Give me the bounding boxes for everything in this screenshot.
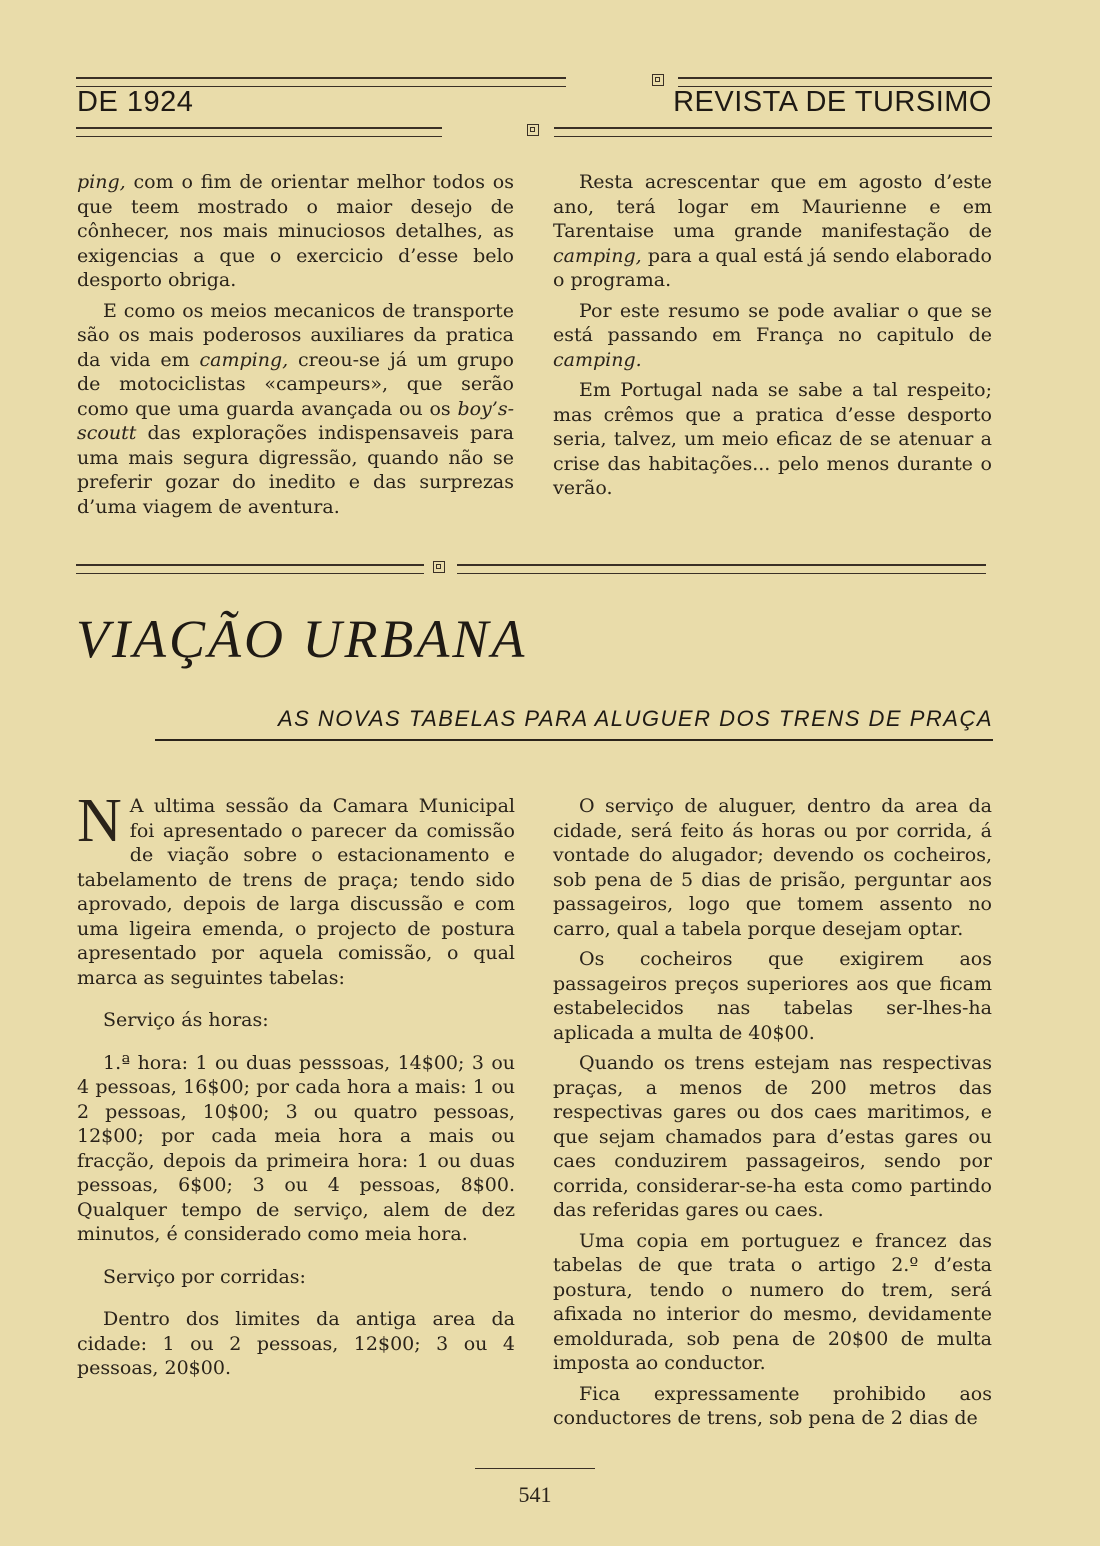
article-right-column: [553, 794, 992, 1431]
paragraph: Fica expressamente prohibido aos conductores de trens, sob pena de 2 dias de: [553, 1382, 992, 1429]
paragraph: [77, 787, 515, 990]
italic-word: ping,: [77, 171, 126, 193]
paragraph-text: das explorações indispensaveis para uma mais segura digressão, quando não se preferir gozar do inedito e das surprezas d’uma viagem de aventura.: [77, 422, 514, 518]
paragraph: [553, 170, 992, 293]
subtitle-underline: [155, 739, 993, 741]
article-title: VIAÇÃO URBANA: [76, 609, 528, 669]
top-left-column: [77, 170, 514, 519]
lead-caps: A: [129, 795, 144, 817]
paragraph: [553, 299, 992, 373]
paragraph: Uma copia em portuguez e francez das tabelas de que trata o artigo 2.º d’esta postura, tendo o numero do trem, será afixada no interior do mesmo, devidamente emoldurada, sob pena de 20$00 de multa imposta ao conductor.: [553, 1229, 992, 1374]
paragraph: Quando os trens estejam nas respectivas praças, a menos de 200 metros das respectivas gares ou dos caes maritimos, e que sejam chamados para d’estas gares ou caes conduzirem passageiros, sendo por corrida, considerar-se-ha esta como partindo das referidas gares ou caes.: [553, 1052, 992, 1221]
italic-word: camping,: [553, 244, 642, 267]
paragraph: O serviço de aluguer, dentro da area da cidade, será feito ás horas ou por corrida, á vontade do alugador; devendo os cocheiros, sob pena de 5 dias de prisão, perguntar aos passageiros, logo que tomem assento no carro, qual a tabela porque desejam optar.: [553, 795, 992, 940]
paragraph-text: E como os meios mecanicos de transporte são os mais poderosos auxiliares da pratica da vida em: [77, 299, 514, 371]
paragraph: Dentro dos limites da antiga area da cidade: 1 ou 2 pessoas, 12$00; 3 ou 4 pessoas, 20$00.: [77, 1308, 515, 1379]
section-divider: [76, 561, 986, 577]
ornament-icon: [652, 74, 664, 86]
paragraph-text: ultima sessão da Camara Municipal foi apresentado o parecer da comissão de viação sobre o estacionamento e tabelamento de trens de praça; tendo sido aprovado, depois de larga discussão e com uma ligeira emenda, o projecto de postura apresentado por aquela comissão, o qual marca as seguintes tabelas:: [77, 795, 515, 989]
italic-word: camping,: [199, 348, 289, 371]
section-heading: Serviço por corridas:: [103, 1265, 306, 1288]
section-heading: Serviço ás horas:: [103, 1009, 269, 1031]
italic-word: camping.: [553, 348, 642, 371]
ornament-icon: [433, 561, 445, 573]
article-subtitle: AS NOVAS TABELAS PARA ALUGUER DOS TRENS DE PRAÇA: [277, 706, 993, 731]
header-date: DE 1924: [77, 86, 194, 118]
paragraph: Os cocheiros que exigirem aos passageiros preços superiores aos que ficam estabelecidos nas tabelas ser-lhes-ha aplicada a multa de 40$00.: [553, 948, 992, 1044]
header-bottom-rule: [76, 124, 992, 140]
header-magazine-title: REVISTA DE TURSIMO: [673, 86, 992, 118]
top-right-column: [553, 170, 992, 501]
drop-cap: N: [77, 787, 122, 855]
paragraph: Em Portugal nada se sabe a tal respeito; mas crêmos que a pratica d’esse desporto seria, talvez, um meio eficaz de se atenuar a crise das habitações... pelo menos durante o verão.: [553, 379, 992, 499]
footer-rule: [475, 1468, 595, 1469]
italic-word: boy’s-scoutt: [77, 397, 514, 444]
paragraph-text: Por este resumo se pode avaliar o que se está passando em França no capitulo de: [553, 299, 992, 346]
ornament-icon: [527, 124, 539, 136]
paragraph: [77, 299, 514, 520]
paragraph-text: para a qual está já sendo elaborado o programa.: [553, 244, 992, 291]
page-number: 541: [518, 1482, 552, 1507]
paragraph-text: com o fim de orientar melhor todos os que teem mostrado o maior desejo de cônhecer, nos mais minuciosos detalhes, as exigencias a que o exercicio d’esse belo desporto obriga.: [77, 171, 514, 291]
paragraph-text: Resta acrescentar que em agosto d’este ano, terá logar em Maurienne e em Tarentaise uma grande manifestação de: [553, 171, 992, 242]
paragraph-text: creou-se já um grupo de motociclistas «campeurs», que serão como que uma guarda avançada ou os: [77, 348, 514, 420]
paragraph: [77, 170, 514, 293]
article-left-column: [77, 787, 515, 1381]
paragraph: 1.ª hora: 1 ou duas pesssoas, 14$00; 3 ou 4 pessoas, 16$00; por cada hora a mais: 1 ou 2 pessoas, 10$00; 3 ou quatro pessoas, 12$00; por cada meia hora a mais ou fracção, depois da primeira hora: 1 ou duas pessoas, 6$00; 3 ou 4 pessoas, 8$00. Qualquer tempo de serviço, alem de dez minutos, é considerado como meia hora.: [77, 1051, 515, 1245]
